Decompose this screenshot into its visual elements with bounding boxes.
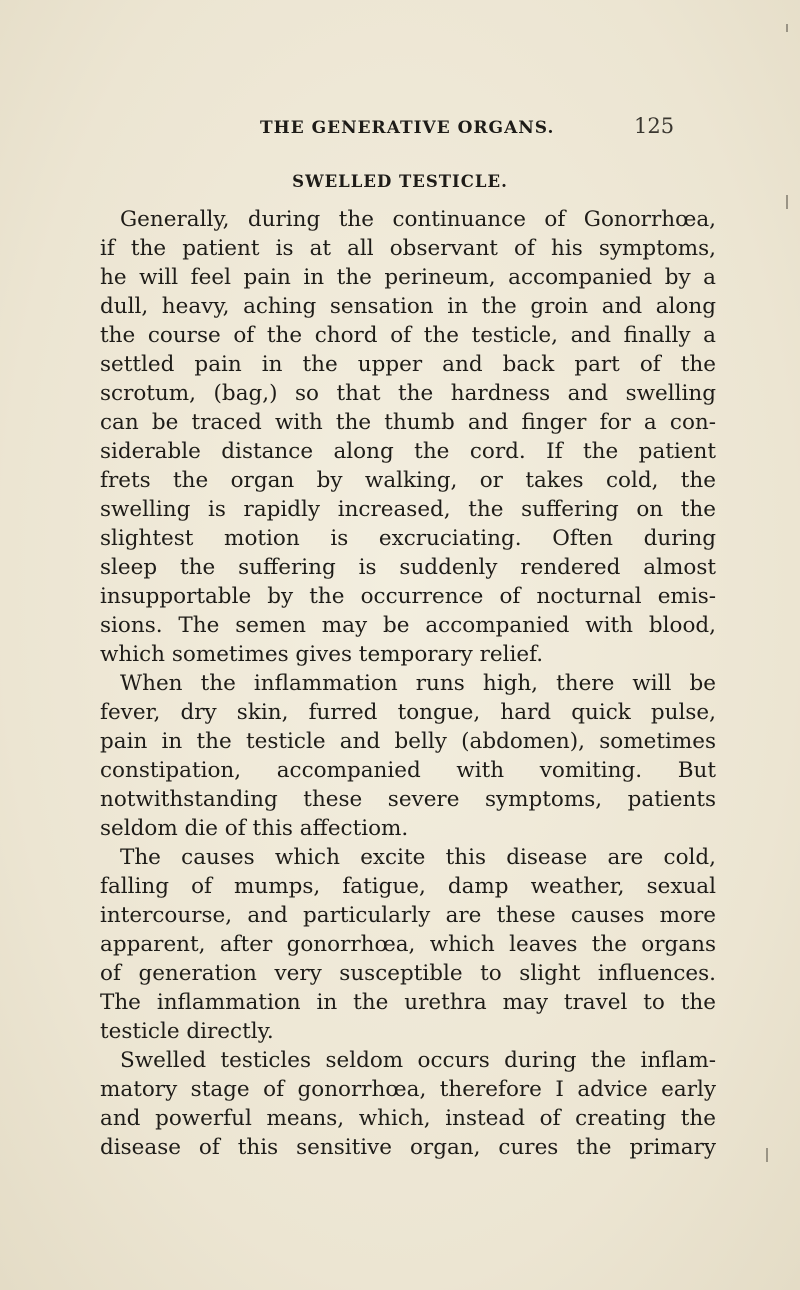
text-line: disease of this sensitive organ, cures the primary bbox=[100, 1135, 716, 1160]
text-line: swelling is rapidly increased, the suffering on the bbox=[100, 497, 716, 522]
text-line: slightest motion is excruciating. Often during bbox=[100, 526, 716, 551]
gutter-mark bbox=[786, 195, 788, 209]
text-line: can be traced with the thumb and finger for a con- bbox=[100, 410, 716, 435]
text-line: of generation very susceptible to slight influences. bbox=[100, 961, 716, 986]
text-line: which sometimes gives temporary relief. bbox=[100, 642, 544, 667]
paragraph bbox=[100, 205, 716, 669]
text-line: insupportable by the occurrence of nocturnal emis- bbox=[100, 584, 716, 609]
text-line: falling of mumps, fatigue, damp weather, sexual bbox=[100, 874, 716, 899]
text-line: Generally, during the continuance of Gonorrhœa, bbox=[120, 207, 716, 232]
gutter-mark bbox=[766, 1148, 768, 1162]
paragraph bbox=[100, 669, 716, 843]
gutter-mark bbox=[786, 24, 788, 32]
text-line: pain in the testicle and belly (abdomen), sometimes bbox=[100, 729, 716, 754]
section-title: SWELLED TESTICLE. bbox=[292, 172, 508, 191]
text-line: constipation, accompanied with vomiting. But bbox=[100, 758, 716, 783]
text-line: sleep the suffering is suddenly rendered almost bbox=[100, 555, 716, 580]
text-line: When the inflammation runs high, there will be bbox=[120, 671, 716, 696]
text-line: dull, heavy, aching sensation in the groin and along bbox=[100, 294, 716, 319]
text-line: he will feel pain in the perineum, accompanied by a bbox=[100, 265, 716, 290]
text-line: matory stage of gonorrhœa, therefore I advice early bbox=[100, 1077, 716, 1102]
text-line: sions. The semen may be accompanied with blood, bbox=[100, 613, 716, 638]
text-line: intercourse, and particularly are these causes more bbox=[100, 903, 716, 928]
paragraph bbox=[100, 843, 716, 1046]
text-line: apparent, after gonorrhœa, which leaves the organs bbox=[100, 932, 716, 957]
text-line: siderable distance along the cord. If the patient bbox=[100, 439, 716, 464]
text-line: notwithstanding these severe symptoms, patients bbox=[100, 787, 716, 812]
text-line: Swelled testicles seldom occurs during the inflam- bbox=[120, 1048, 716, 1073]
text-line: testicle directly. bbox=[100, 1019, 274, 1044]
running-head-title: THE GENERATIVE ORGANS. bbox=[260, 118, 555, 138]
text-line: settled pain in the upper and back part of the bbox=[100, 352, 716, 377]
text-line: The inflammation in the urethra may travel to the bbox=[100, 990, 716, 1015]
text-line: frets the organ by walking, or takes cold, the bbox=[100, 468, 716, 493]
paragraph bbox=[100, 1046, 716, 1162]
body-text bbox=[100, 205, 716, 1162]
text-line: the course of the chord of the testicle, and finally a bbox=[100, 323, 716, 348]
text-line: scrotum, (bag,) so that the hardness and swelling bbox=[100, 381, 716, 406]
text-line: fever, dry skin, furred tongue, hard quick pulse, bbox=[100, 700, 716, 725]
text-line: and powerful means, which, instead of creating the bbox=[100, 1106, 716, 1131]
text-line: seldom die of this affectiom. bbox=[100, 816, 409, 841]
text-line: The causes which excite this disease are cold, bbox=[120, 845, 716, 870]
page-number: 125 bbox=[634, 114, 675, 138]
text-line: if the patient is at all observant of his symptoms, bbox=[100, 236, 716, 261]
